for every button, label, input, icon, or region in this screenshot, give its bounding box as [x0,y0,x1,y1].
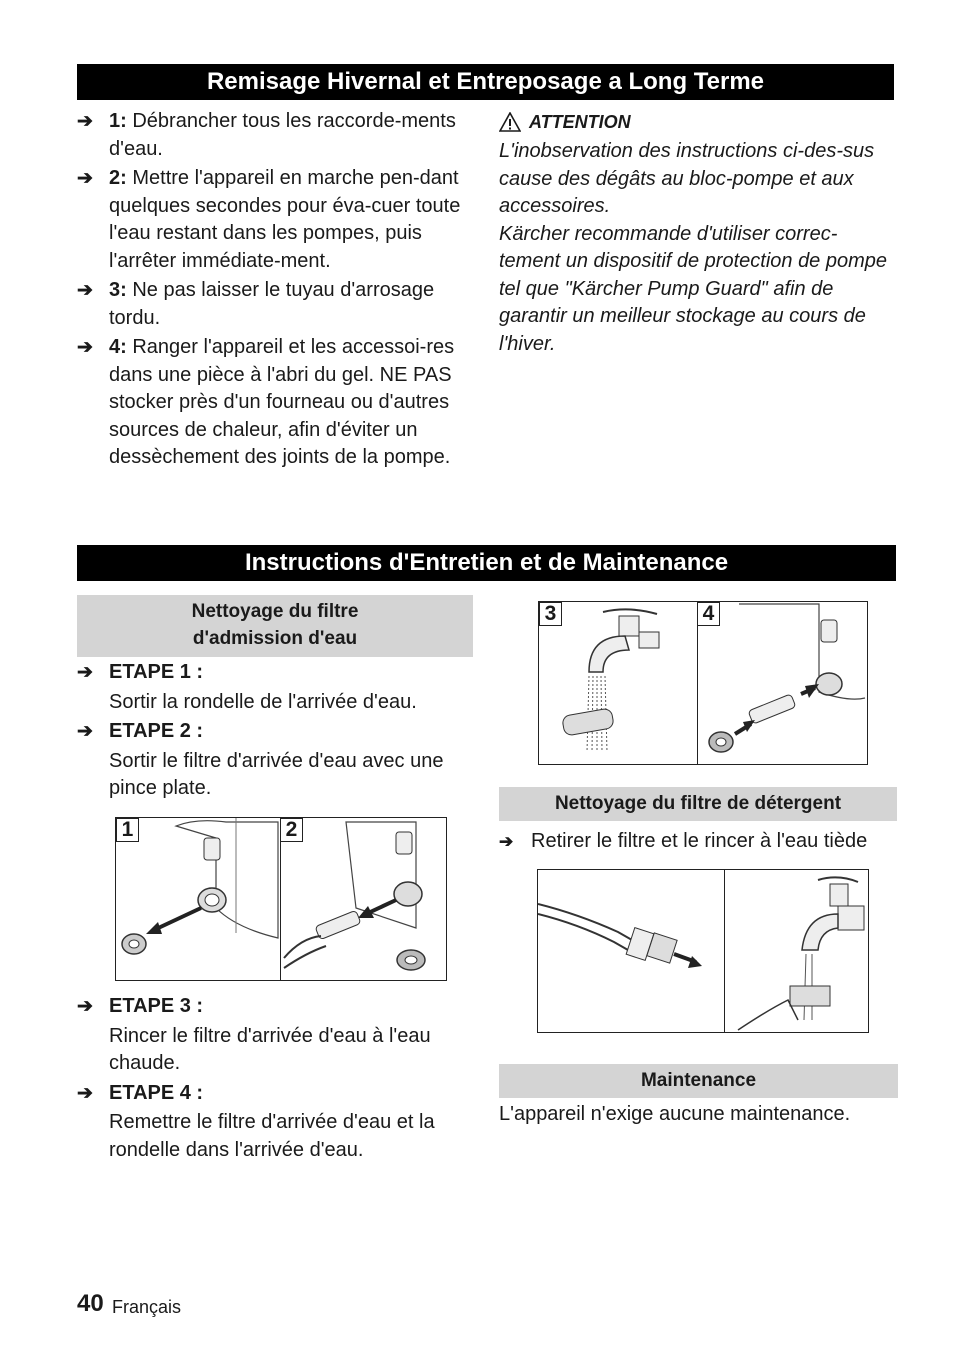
figure-badge: 4 [697,602,720,626]
figure-steps-3-4 [538,601,868,765]
arrow-icon: ➔ [77,721,93,742]
page-language: Français [112,1297,182,1317]
section-banner-remisage: Remisage Hivernal et Entreposage a Long Terme [77,64,894,100]
arrow-icon: ➔ [77,280,93,301]
remisage-steps [77,108,472,474]
etapes-1-2 [77,659,475,803]
attention-text: L'inobservation des instructions ci-des-sus cause des dégâts au bloc-pompe et aux accessoires. [499,140,875,217]
step-number: 2: [109,167,127,189]
section-banner-entretien: Instructions d'Entretien et de Maintenance [77,545,896,581]
maintenance-text: L'appareil n'exige aucune maintenance. [499,1103,851,1125]
figure-detergent-filter [537,869,869,1033]
etape-label [77,1080,475,1108]
etape-label [77,659,475,687]
warning-triangle-icon [499,112,521,132]
arrow-icon: ➔ [77,168,93,189]
etape-3-label: ETAPE 3 : [109,995,204,1017]
detergent-heading: Nettoyage du filtre de détergent [499,787,897,821]
filter-heading-line2: d'admission d'eau [192,628,358,649]
etape-1-label: ETAPE 1 : [109,661,204,683]
list-item [499,828,899,856]
step-number: 3: [109,279,127,301]
figure-badge: 1 [116,818,139,842]
step-text: Ne pas laisser le tuyau d'arrosage tordu. [109,279,435,329]
step-text: Mettre l'appareil en marche pen-dant quelques secondes pour éva-cuer toute l'eau restant dans les pompes, puis l'arrêter immédiate-ment. [109,167,461,272]
attention-box [499,110,897,358]
figure-steps-1-2 [115,817,447,981]
etapes-3-4 [77,993,475,1164]
page-number: 40 [77,1290,104,1317]
step-number: 4: [109,336,127,358]
arrow-icon: ➔ [499,832,514,851]
attention-label: ATTENTION [529,112,631,132]
etape-2-label: ETAPE 2 : [109,720,204,742]
etape-2-text: Sortir le filtre d'arrivée d'eau avec une pince plate. [109,749,444,799]
etape-label [77,718,475,746]
list-item [77,165,472,275]
arrow-icon: ➔ [77,337,93,358]
attention-recommendation: Kärcher recommande d'utiliser correc-tement un dispositif de protection de pompe tel que "Kärcher Pump Guard" afin de garantir un meilleur stockage au cours de l'hiver. [499,222,888,355]
arrow-icon: ➔ [77,662,93,683]
step-text: Ranger l'appareil et les accessoi-res dans une pièce à l'abri du gel. NE PAS stocker près d'un fourneau ou d'autres sources de chaleur, afin d'éviter un dessèchement des joints de la pompe. [109,336,455,468]
arrow-icon: ➔ [77,996,93,1017]
attention-heading [499,110,897,134]
arrow-icon: ➔ [77,1082,93,1104]
etape-4-text: Remettre le filtre d'arrivée d'eau et la rondelle dans l'arrivée d'eau. [109,1111,435,1161]
list-item [77,334,472,472]
figure-badge: 3 [539,602,562,626]
detergent-step: Retirer le filtre et le rincer à l'eau tiède [531,830,868,852]
step-number: 1: [109,110,127,132]
detergent-filter-illustration [538,870,868,1032]
list-item [77,277,472,332]
etape-4-label: ETAPE 4 : [109,1081,204,1104]
detergent-instructions [499,828,899,858]
etape-3-text: Rincer le filtre d'arrivée d'eau à l'eau chaude. [109,1024,431,1074]
list-item [77,108,472,163]
etape-1-text: Sortir la rondelle de l'arrivée d'eau. [109,690,417,713]
filter-rinse-illustration [539,602,867,764]
filter-heading-line1: Nettoyage du filtre [191,601,359,622]
filter-heading [77,595,473,657]
filter-removal-illustration [116,818,446,980]
etape-label [77,993,475,1021]
step-text: Débrancher tous les raccorde-ments d'eau. [109,110,456,160]
maintenance-heading: Maintenance [499,1064,898,1098]
arrow-icon: ➔ [77,111,93,132]
figure-badge: 2 [280,818,303,842]
